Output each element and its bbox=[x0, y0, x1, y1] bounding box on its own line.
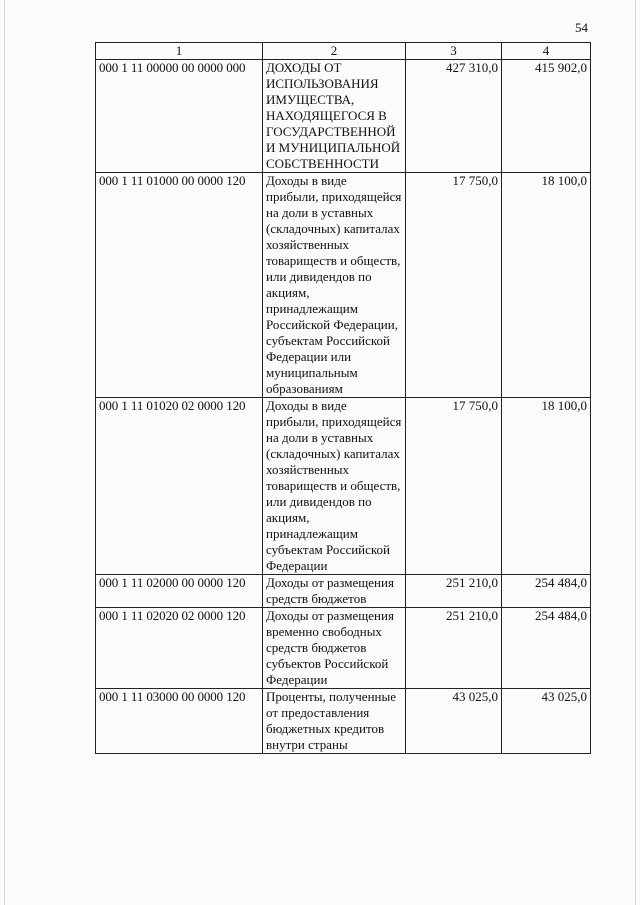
income-name: Доходы в виде прибыли, приходящейся на доли в уставных (складочных) капиталах хозяйственных товариществ и обществ, или дивидендов по акциям, принадлежащим Российской Федерации, субъектам Российской Федерации или муниципальным образованиям bbox=[263, 173, 406, 398]
budget-table bbox=[95, 42, 591, 754]
income-code: 000 1 11 01000 00 0000 120 bbox=[96, 173, 263, 398]
income-code: 000 1 11 00000 00 0000 000 bbox=[96, 60, 263, 173]
table-row bbox=[96, 689, 591, 754]
header-row bbox=[96, 43, 591, 60]
income-code: 000 1 11 01020 02 0000 120 bbox=[96, 398, 263, 575]
amount-col-4: 43 025,0 bbox=[502, 689, 591, 754]
amount-col-3: 43 025,0 bbox=[406, 689, 502, 754]
amount-col-3: 17 750,0 bbox=[406, 173, 502, 398]
table-row bbox=[96, 608, 591, 689]
amount-col-4: 18 100,0 bbox=[502, 398, 591, 575]
income-code: 000 1 11 02020 02 0000 120 bbox=[96, 608, 263, 689]
page-number: 54 bbox=[575, 20, 588, 35]
amount-col-3: 251 210,0 bbox=[406, 608, 502, 689]
scan-edge-left bbox=[4, 0, 5, 905]
header-col-2: 2 bbox=[263, 43, 406, 60]
header-col-3: 3 bbox=[406, 43, 502, 60]
amount-col-4: 18 100,0 bbox=[502, 173, 591, 398]
income-name: Проценты, полученные от предоставления бюджетных кредитов внутри страны bbox=[263, 689, 406, 754]
income-code: 000 1 11 02000 00 0000 120 bbox=[96, 575, 263, 608]
amount-col-4: 254 484,0 bbox=[502, 575, 591, 608]
table-row bbox=[96, 173, 591, 398]
income-name: Доходы от размещения временно свободных средств бюджетов субъектов Российской Федерации bbox=[263, 608, 406, 689]
income-name: Доходы от размещения средств бюджетов bbox=[263, 575, 406, 608]
table-row bbox=[96, 575, 591, 608]
table-row bbox=[96, 398, 591, 575]
amount-col-4: 415 902,0 bbox=[502, 60, 591, 173]
income-code: 000 1 11 03000 00 0000 120 bbox=[96, 689, 263, 754]
header-col-1: 1 bbox=[96, 43, 263, 60]
table-row bbox=[96, 60, 591, 173]
amount-col-4: 254 484,0 bbox=[502, 608, 591, 689]
amount-col-3: 427 310,0 bbox=[406, 60, 502, 173]
income-name: ДОХОДЫ ОТ ИСПОЛЬЗОВАНИЯ ИМУЩЕСТВА, НАХОДЯЩЕГОСЯ В ГОСУДАРСТВЕННОЙ И МУНИЦИПАЛЬНОЙ СОБСТВЕННОСТИ bbox=[263, 60, 406, 173]
income-name: Доходы в виде прибыли, приходящейся на доли в уставных (складочных) капиталах хозяйственных товариществ и обществ, или дивидендов по акциям, принадлежащим субъектам Российской Федерации bbox=[263, 398, 406, 575]
header-col-4: 4 bbox=[502, 43, 591, 60]
amount-col-3: 251 210,0 bbox=[406, 575, 502, 608]
amount-col-3: 17 750,0 bbox=[406, 398, 502, 575]
scan-edge-right bbox=[635, 0, 636, 905]
